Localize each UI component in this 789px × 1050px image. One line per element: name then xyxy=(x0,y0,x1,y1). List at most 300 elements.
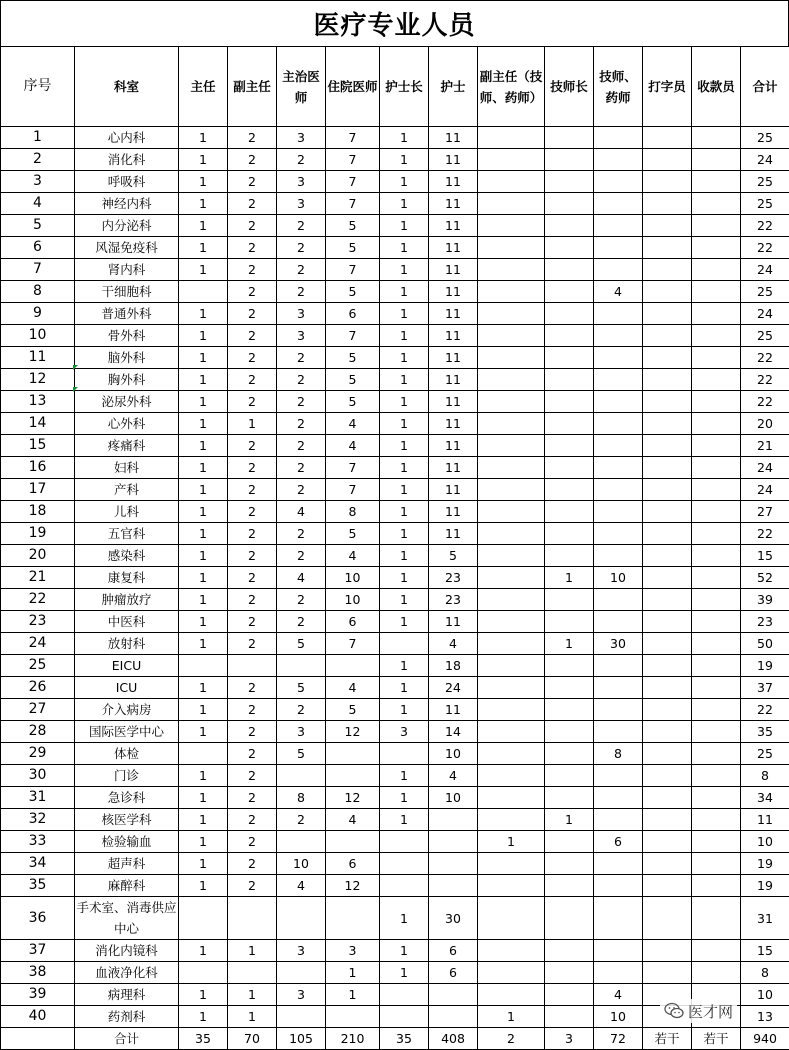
table-cell[interactable]: 1 xyxy=(380,149,429,171)
table-cell[interactable]: 22 xyxy=(741,391,789,413)
row-number[interactable]: 30 xyxy=(1,765,75,787)
row-number[interactable]: 32 xyxy=(1,809,75,831)
table-cell[interactable]: 2 xyxy=(228,787,277,809)
table-cell[interactable]: 1 xyxy=(179,413,228,435)
table-cell[interactable]: 3 xyxy=(277,984,326,1006)
table-cell[interactable]: 2 xyxy=(228,765,277,787)
table-cell[interactable] xyxy=(429,984,478,1006)
table-cell[interactable] xyxy=(692,149,741,171)
table-cell[interactable] xyxy=(643,281,692,303)
total-cell[interactable]: 70 xyxy=(228,1028,277,1050)
table-cell[interactable]: 2 xyxy=(277,347,326,369)
table-cell[interactable]: 8 xyxy=(326,501,380,523)
table-cell[interactable] xyxy=(326,831,380,853)
table-cell[interactable] xyxy=(478,193,545,215)
department-name[interactable]: 妇科 xyxy=(75,457,179,479)
department-name[interactable]: 药剂科 xyxy=(75,1006,179,1028)
table-cell[interactable] xyxy=(478,809,545,831)
table-cell[interactable] xyxy=(380,984,429,1006)
table-cell[interactable]: 11 xyxy=(429,259,478,281)
department-name[interactable]: 消化内镜科 xyxy=(75,940,179,962)
total-cell[interactable]: 35 xyxy=(380,1028,429,1050)
row-number[interactable]: 18 xyxy=(1,501,75,523)
table-cell[interactable]: 1 xyxy=(380,677,429,699)
table-cell[interactable]: 3 xyxy=(277,193,326,215)
table-cell[interactable] xyxy=(478,897,545,940)
table-cell[interactable] xyxy=(478,325,545,347)
table-cell[interactable] xyxy=(594,677,643,699)
table-cell[interactable]: 2 xyxy=(228,743,277,765)
table-cell[interactable]: 4 xyxy=(277,501,326,523)
table-cell[interactable]: 2 xyxy=(228,215,277,237)
table-cell[interactable]: 11 xyxy=(429,149,478,171)
table-cell[interactable]: 2 xyxy=(277,479,326,501)
table-cell[interactable]: 3 xyxy=(277,721,326,743)
table-cell[interactable] xyxy=(594,940,643,962)
table-cell[interactable]: 7 xyxy=(326,149,380,171)
table-cell[interactable]: 22 xyxy=(741,369,789,391)
table-cell[interactable] xyxy=(594,347,643,369)
table-cell[interactable] xyxy=(545,193,594,215)
table-cell[interactable] xyxy=(643,325,692,347)
table-cell[interactable] xyxy=(594,325,643,347)
table-cell[interactable]: 7 xyxy=(326,127,380,149)
table-cell[interactable]: 1 xyxy=(326,962,380,984)
department-name[interactable]: 超声科 xyxy=(75,853,179,875)
table-cell[interactable] xyxy=(545,523,594,545)
table-cell[interactable] xyxy=(643,303,692,325)
table-cell[interactable]: 2 xyxy=(228,325,277,347)
table-cell[interactable] xyxy=(692,347,741,369)
table-cell[interactable] xyxy=(545,457,594,479)
table-cell[interactable]: 2 xyxy=(228,457,277,479)
row-number[interactable]: 9 xyxy=(1,303,75,325)
table-cell[interactable] xyxy=(478,567,545,589)
table-cell[interactable] xyxy=(478,589,545,611)
table-cell[interactable] xyxy=(692,479,741,501)
table-cell[interactable] xyxy=(692,611,741,633)
table-cell[interactable] xyxy=(478,677,545,699)
table-cell[interactable] xyxy=(545,984,594,1006)
department-name[interactable]: 普通外科 xyxy=(75,303,179,325)
table-cell[interactable] xyxy=(478,853,545,875)
table-cell[interactable] xyxy=(643,523,692,545)
table-cell[interactable] xyxy=(692,391,741,413)
table-cell[interactable] xyxy=(692,193,741,215)
table-cell[interactable]: 1 xyxy=(179,457,228,479)
table-cell[interactable]: 11 xyxy=(429,611,478,633)
table-cell[interactable] xyxy=(643,413,692,435)
table-cell[interactable]: 12 xyxy=(326,721,380,743)
table-cell[interactable] xyxy=(643,479,692,501)
table-cell[interactable] xyxy=(545,655,594,677)
table-cell[interactable] xyxy=(545,435,594,457)
table-cell[interactable] xyxy=(643,567,692,589)
table-cell[interactable]: 1 xyxy=(179,721,228,743)
total-cell[interactable]: 105 xyxy=(277,1028,326,1050)
table-cell[interactable] xyxy=(692,501,741,523)
table-cell[interactable]: 10 xyxy=(277,853,326,875)
table-cell[interactable]: 2 xyxy=(228,281,277,303)
table-cell[interactable]: 1 xyxy=(179,501,228,523)
table-cell[interactable]: 2 xyxy=(277,699,326,721)
table-cell[interactable] xyxy=(692,435,741,457)
table-cell[interactable] xyxy=(478,479,545,501)
table-cell[interactable] xyxy=(692,677,741,699)
table-cell[interactable]: 22 xyxy=(741,347,789,369)
table-cell[interactable]: 1 xyxy=(545,633,594,655)
table-cell[interactable] xyxy=(643,457,692,479)
table-cell[interactable]: 2 xyxy=(277,809,326,831)
table-cell[interactable]: 25 xyxy=(741,281,789,303)
row-number[interactable]: 40 xyxy=(1,1006,75,1028)
row-number[interactable]: 34 xyxy=(1,853,75,875)
table-cell[interactable]: 2 xyxy=(228,435,277,457)
row-number[interactable]: 6 xyxy=(1,237,75,259)
table-cell[interactable] xyxy=(545,853,594,875)
department-name[interactable]: 病理科 xyxy=(75,984,179,1006)
table-cell[interactable] xyxy=(594,545,643,567)
table-cell[interactable]: 1 xyxy=(380,765,429,787)
table-cell[interactable] xyxy=(545,281,594,303)
table-cell[interactable] xyxy=(643,369,692,391)
table-cell[interactable] xyxy=(179,281,228,303)
table-cell[interactable]: 19 xyxy=(741,655,789,677)
row-number[interactable]: 31 xyxy=(1,787,75,809)
table-cell[interactable] xyxy=(545,215,594,237)
table-cell[interactable] xyxy=(594,589,643,611)
table-cell[interactable] xyxy=(594,303,643,325)
table-cell[interactable]: 4 xyxy=(326,413,380,435)
table-cell[interactable]: 2 xyxy=(228,545,277,567)
table-cell[interactable]: 11 xyxy=(429,523,478,545)
table-cell[interactable] xyxy=(643,149,692,171)
table-cell[interactable]: 11 xyxy=(429,457,478,479)
table-cell[interactable]: 15 xyxy=(741,940,789,962)
table-cell[interactable]: 1 xyxy=(545,567,594,589)
table-cell[interactable] xyxy=(692,809,741,831)
table-cell[interactable] xyxy=(643,589,692,611)
table-cell[interactable] xyxy=(692,897,741,940)
table-cell[interactable]: 5 xyxy=(277,677,326,699)
table-cell[interactable] xyxy=(545,127,594,149)
department-name[interactable]: 消化科 xyxy=(75,149,179,171)
table-cell[interactable]: 1 xyxy=(380,479,429,501)
department-name[interactable]: 急诊科 xyxy=(75,787,179,809)
table-cell[interactable]: 2 xyxy=(228,523,277,545)
table-cell[interactable]: 2 xyxy=(228,699,277,721)
table-cell[interactable] xyxy=(326,655,380,677)
table-cell[interactable]: 4 xyxy=(594,984,643,1006)
table-cell[interactable]: 2 xyxy=(228,501,277,523)
table-cell[interactable] xyxy=(545,171,594,193)
table-cell[interactable] xyxy=(545,501,594,523)
department-name[interactable]: 五官科 xyxy=(75,523,179,545)
table-cell[interactable] xyxy=(643,193,692,215)
table-cell[interactable] xyxy=(594,237,643,259)
department-name[interactable]: 介入病房 xyxy=(75,699,179,721)
table-cell[interactable]: 1 xyxy=(380,303,429,325)
row-number[interactable]: 23 xyxy=(1,611,75,633)
table-cell[interactable] xyxy=(692,831,741,853)
row-number[interactable]: 19 xyxy=(1,523,75,545)
table-cell[interactable]: 5 xyxy=(326,281,380,303)
table-cell[interactable] xyxy=(478,633,545,655)
table-cell[interactable]: 1 xyxy=(380,413,429,435)
table-cell[interactable]: 8 xyxy=(741,962,789,984)
table-cell[interactable] xyxy=(643,171,692,193)
table-cell[interactable] xyxy=(478,413,545,435)
row-number[interactable]: 26 xyxy=(1,677,75,699)
table-cell[interactable] xyxy=(643,611,692,633)
table-cell[interactable] xyxy=(429,1006,478,1028)
table-cell[interactable]: 1 xyxy=(179,831,228,853)
table-cell[interactable] xyxy=(478,281,545,303)
table-cell[interactable] xyxy=(643,633,692,655)
table-cell[interactable]: 1 xyxy=(179,875,228,897)
row-number[interactable]: 27 xyxy=(1,699,75,721)
table-cell[interactable]: 1 xyxy=(179,435,228,457)
table-cell[interactable]: 4 xyxy=(326,545,380,567)
table-cell[interactable] xyxy=(545,545,594,567)
department-name[interactable]: 中医科 xyxy=(75,611,179,633)
table-cell[interactable] xyxy=(692,545,741,567)
table-cell[interactable] xyxy=(692,237,741,259)
table-cell[interactable]: 1 xyxy=(380,787,429,809)
table-cell[interactable]: 3 xyxy=(277,127,326,149)
table-cell[interactable]: 11 xyxy=(429,435,478,457)
totals-label[interactable]: 合计 xyxy=(75,1028,179,1050)
row-number[interactable]: 39 xyxy=(1,984,75,1006)
table-cell[interactable]: 2 xyxy=(277,281,326,303)
table-cell[interactable] xyxy=(326,1006,380,1028)
table-cell[interactable]: 19 xyxy=(741,853,789,875)
table-cell[interactable]: 7 xyxy=(326,325,380,347)
table-cell[interactable]: 2 xyxy=(277,369,326,391)
table-cell[interactable] xyxy=(692,875,741,897)
table-cell[interactable] xyxy=(478,237,545,259)
table-cell[interactable]: 10 xyxy=(741,984,789,1006)
table-cell[interactable] xyxy=(228,962,277,984)
table-cell[interactable] xyxy=(594,391,643,413)
table-cell[interactable] xyxy=(692,457,741,479)
table-cell[interactable]: 1 xyxy=(179,699,228,721)
table-cell[interactable] xyxy=(478,171,545,193)
department-name[interactable]: 肾内科 xyxy=(75,259,179,281)
table-cell[interactable]: 4 xyxy=(594,281,643,303)
table-cell[interactable]: 2 xyxy=(228,149,277,171)
table-cell[interactable] xyxy=(478,127,545,149)
table-cell[interactable] xyxy=(692,259,741,281)
department-name[interactable]: 产科 xyxy=(75,479,179,501)
table-cell[interactable] xyxy=(643,347,692,369)
table-cell[interactable] xyxy=(326,765,380,787)
table-cell[interactable] xyxy=(380,853,429,875)
table-cell[interactable] xyxy=(692,853,741,875)
table-cell[interactable]: 1 xyxy=(179,1006,228,1028)
department-name[interactable]: 干细胞科 xyxy=(75,281,179,303)
table-cell[interactable] xyxy=(692,633,741,655)
table-cell[interactable] xyxy=(478,765,545,787)
table-cell[interactable]: 22 xyxy=(741,237,789,259)
table-cell[interactable]: 1 xyxy=(380,237,429,259)
department-name[interactable]: 手术室、消毒供应中心 xyxy=(75,897,179,940)
table-cell[interactable] xyxy=(478,391,545,413)
table-cell[interactable] xyxy=(643,259,692,281)
department-name[interactable]: 感染科 xyxy=(75,545,179,567)
department-name[interactable]: 脑外科 xyxy=(75,347,179,369)
table-cell[interactable]: 10 xyxy=(594,1006,643,1028)
table-cell[interactable] xyxy=(478,962,545,984)
table-cell[interactable]: 4 xyxy=(277,567,326,589)
table-cell[interactable] xyxy=(478,655,545,677)
table-cell[interactable]: 2 xyxy=(228,303,277,325)
table-cell[interactable] xyxy=(228,655,277,677)
table-cell[interactable] xyxy=(545,787,594,809)
table-cell[interactable]: 11 xyxy=(429,325,478,347)
table-cell[interactable] xyxy=(277,765,326,787)
table-cell[interactable]: 1 xyxy=(380,940,429,962)
table-cell[interactable] xyxy=(478,611,545,633)
table-cell[interactable] xyxy=(545,962,594,984)
table-cell[interactable] xyxy=(643,787,692,809)
table-cell[interactable] xyxy=(594,171,643,193)
table-cell[interactable]: 11 xyxy=(429,413,478,435)
table-cell[interactable] xyxy=(692,765,741,787)
table-cell[interactable]: 2 xyxy=(228,347,277,369)
table-cell[interactable]: 1 xyxy=(179,215,228,237)
table-cell[interactable] xyxy=(692,127,741,149)
table-cell[interactable] xyxy=(643,809,692,831)
table-cell[interactable]: 25 xyxy=(741,743,789,765)
table-cell[interactable]: 11 xyxy=(429,215,478,237)
table-cell[interactable] xyxy=(692,962,741,984)
table-cell[interactable]: 1 xyxy=(478,831,545,853)
table-cell[interactable] xyxy=(692,940,741,962)
table-cell[interactable] xyxy=(179,962,228,984)
table-cell[interactable]: 1 xyxy=(380,962,429,984)
table-cell[interactable] xyxy=(545,1006,594,1028)
table-cell[interactable] xyxy=(277,897,326,940)
table-cell[interactable]: 1 xyxy=(179,325,228,347)
table-cell[interactable] xyxy=(545,699,594,721)
table-cell[interactable] xyxy=(545,369,594,391)
table-cell[interactable]: 11 xyxy=(429,699,478,721)
table-cell[interactable] xyxy=(692,787,741,809)
table-cell[interactable]: 1 xyxy=(179,611,228,633)
table-cell[interactable]: 2 xyxy=(228,237,277,259)
table-cell[interactable] xyxy=(478,149,545,171)
total-cell[interactable]: 72 xyxy=(594,1028,643,1050)
table-cell[interactable] xyxy=(643,940,692,962)
table-cell[interactable]: 14 xyxy=(429,721,478,743)
table-cell[interactable]: 2 xyxy=(228,633,277,655)
table-cell[interactable]: 1 xyxy=(380,347,429,369)
table-cell[interactable]: 24 xyxy=(741,149,789,171)
table-cell[interactable] xyxy=(545,721,594,743)
table-cell[interactable]: 1 xyxy=(380,259,429,281)
table-cell[interactable]: 22 xyxy=(741,215,789,237)
table-cell[interactable]: 25 xyxy=(741,127,789,149)
row-number[interactable]: 1 xyxy=(1,127,75,149)
table-cell[interactable]: 23 xyxy=(429,589,478,611)
table-cell[interactable] xyxy=(545,940,594,962)
table-cell[interactable] xyxy=(545,325,594,347)
table-cell[interactable]: 1 xyxy=(478,1006,545,1028)
table-cell[interactable]: 1 xyxy=(380,699,429,721)
table-cell[interactable]: 39 xyxy=(741,589,789,611)
table-cell[interactable]: 27 xyxy=(741,501,789,523)
table-cell[interactable]: 23 xyxy=(741,611,789,633)
table-cell[interactable] xyxy=(380,1006,429,1028)
table-cell[interactable]: 1 xyxy=(179,589,228,611)
table-cell[interactable]: 1 xyxy=(380,523,429,545)
table-cell[interactable]: 1 xyxy=(179,765,228,787)
table-cell[interactable]: 1 xyxy=(380,193,429,215)
department-name[interactable]: 风湿免疫科 xyxy=(75,237,179,259)
table-cell[interactable] xyxy=(380,875,429,897)
table-cell[interactable]: 1 xyxy=(380,567,429,589)
table-cell[interactable] xyxy=(643,545,692,567)
department-name[interactable]: 肿瘤放疗 xyxy=(75,589,179,611)
table-cell[interactable] xyxy=(692,523,741,545)
table-cell[interactable]: 1 xyxy=(179,171,228,193)
table-cell[interactable] xyxy=(594,127,643,149)
table-cell[interactable]: 10 xyxy=(594,567,643,589)
total-cell[interactable]: 940 xyxy=(741,1028,789,1050)
table-cell[interactable]: 1 xyxy=(380,127,429,149)
department-name[interactable]: ICU xyxy=(75,677,179,699)
table-cell[interactable] xyxy=(545,589,594,611)
department-name[interactable]: 体检 xyxy=(75,743,179,765)
department-name[interactable]: 骨外科 xyxy=(75,325,179,347)
row-number[interactable]: 2 xyxy=(1,149,75,171)
table-cell[interactable]: 7 xyxy=(326,171,380,193)
table-cell[interactable] xyxy=(478,303,545,325)
table-cell[interactable] xyxy=(545,347,594,369)
total-cell[interactable]: 210 xyxy=(326,1028,380,1050)
table-cell[interactable] xyxy=(228,897,277,940)
table-cell[interactable] xyxy=(594,809,643,831)
table-cell[interactable]: 11 xyxy=(429,127,478,149)
table-cell[interactable] xyxy=(429,875,478,897)
total-cell[interactable]: 35 xyxy=(179,1028,228,1050)
table-cell[interactable] xyxy=(594,655,643,677)
table-cell[interactable] xyxy=(545,897,594,940)
department-name[interactable]: 检验输血 xyxy=(75,831,179,853)
table-cell[interactable]: 4 xyxy=(429,633,478,655)
table-cell[interactable] xyxy=(594,721,643,743)
table-cell[interactable]: 10 xyxy=(741,831,789,853)
table-cell[interactable]: 4 xyxy=(277,875,326,897)
table-cell[interactable] xyxy=(643,215,692,237)
table-cell[interactable]: 1 xyxy=(380,457,429,479)
table-cell[interactable]: 11 xyxy=(429,479,478,501)
table-cell[interactable]: 2 xyxy=(277,149,326,171)
table-cell[interactable]: 3 xyxy=(326,940,380,962)
table-cell[interactable]: 7 xyxy=(326,633,380,655)
table-cell[interactable]: 12 xyxy=(326,787,380,809)
table-cell[interactable]: 1 xyxy=(179,633,228,655)
table-cell[interactable]: 2 xyxy=(277,237,326,259)
row-number[interactable]: 5 xyxy=(1,215,75,237)
table-cell[interactable]: 1 xyxy=(380,215,429,237)
row-number[interactable]: 10 xyxy=(1,325,75,347)
table-cell[interactable]: 1 xyxy=(228,413,277,435)
table-cell[interactable]: 4 xyxy=(429,765,478,787)
table-cell[interactable]: 2 xyxy=(277,589,326,611)
row-number[interactable]: 3 xyxy=(1,171,75,193)
